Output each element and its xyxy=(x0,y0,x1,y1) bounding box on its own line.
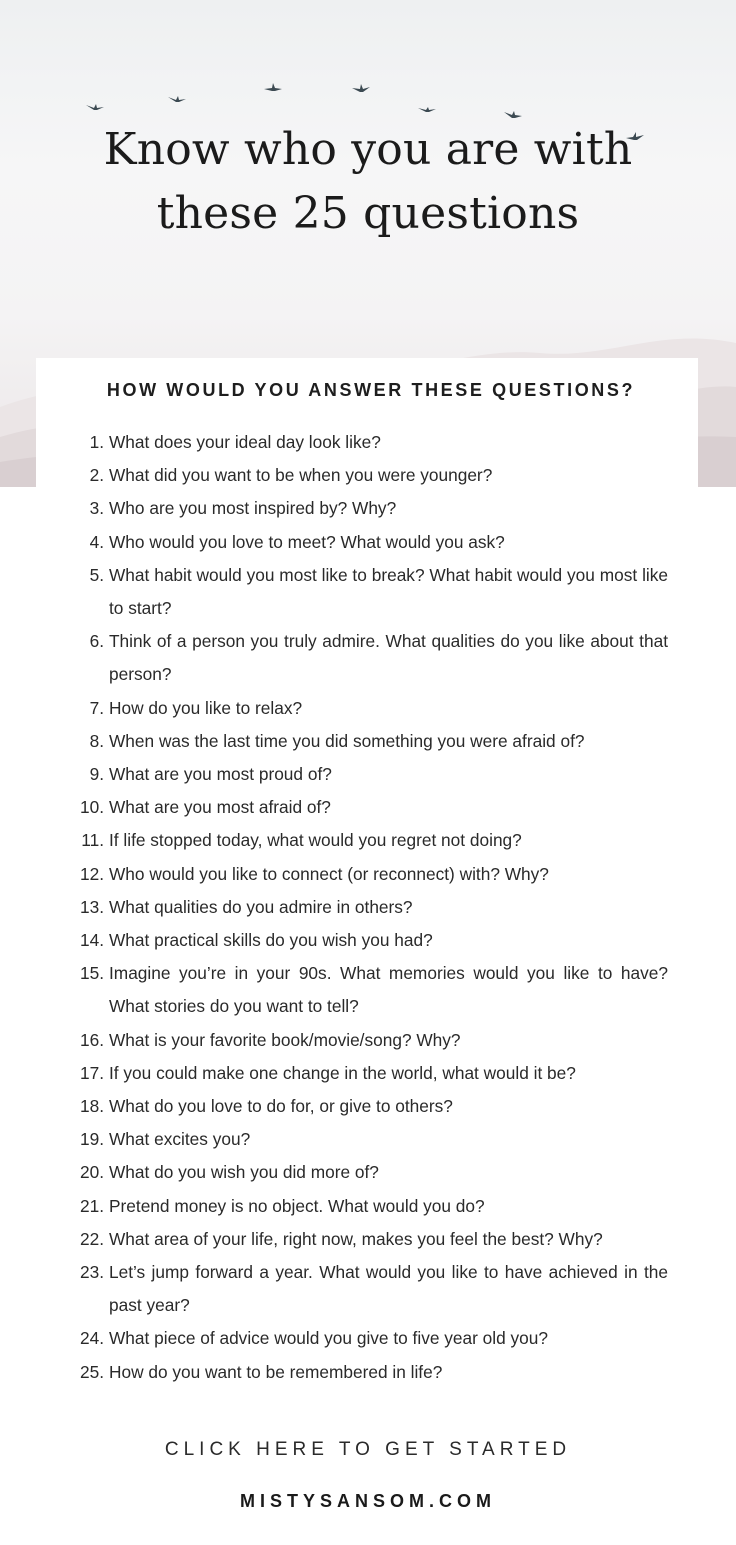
site-link[interactable]: MISTYSANSOM.COM xyxy=(239,1491,496,1511)
question-text: What qualities do you admire in others? xyxy=(109,896,413,917)
question-number: 11. xyxy=(81,830,104,851)
question-number: 19. xyxy=(79,1129,104,1150)
question-number: 6. xyxy=(89,631,104,652)
question-text: What excites you? xyxy=(109,1129,251,1150)
questions-list xyxy=(70,426,668,1389)
question-text: Who would you like to connect (or reconnect) with? Why? xyxy=(109,863,549,884)
page-title xyxy=(0,118,736,246)
question-text: Who would you love to meet? What would you ask? xyxy=(109,531,505,552)
question-number: 10. xyxy=(79,797,104,818)
question-number: 18. xyxy=(79,1096,104,1117)
question-number: 7. xyxy=(89,697,104,718)
question-item xyxy=(70,1156,668,1189)
question-number: 2. xyxy=(89,465,104,486)
question-item xyxy=(70,1090,668,1123)
question-text: If life stopped today, what would you regret not doing? xyxy=(109,830,522,851)
question-number: 16. xyxy=(79,1029,104,1050)
question-item xyxy=(70,1123,668,1156)
question-number: 9. xyxy=(89,764,104,785)
bird-icon xyxy=(264,83,282,93)
question-item xyxy=(70,559,668,625)
question-item xyxy=(70,924,668,957)
question-item xyxy=(70,1057,668,1090)
question-number: 25. xyxy=(79,1361,104,1382)
question-text: Let’s jump forward a year. What would you like to have achieved in the past year? xyxy=(109,1262,668,1316)
title-line-1: Know who you are with xyxy=(103,124,633,175)
question-text: If you could make one change in the world, what would it be? xyxy=(109,1062,576,1083)
question-text: What did you want to be when you were younger? xyxy=(109,465,493,486)
question-item xyxy=(70,858,668,891)
question-item xyxy=(70,891,668,924)
question-number: 12. xyxy=(79,863,104,884)
question-text: What do you wish you did more of? xyxy=(109,1162,379,1183)
question-text: How do you want to be remembered in life? xyxy=(109,1361,443,1382)
question-text: What piece of advice would you give to five year old you? xyxy=(109,1328,549,1349)
question-text: What is your favorite book/movie/song? Why? xyxy=(109,1029,461,1050)
question-text: How do you like to relax? xyxy=(109,697,303,718)
question-item xyxy=(70,692,668,725)
question-text: Pretend money is no object. What would you do? xyxy=(109,1195,485,1216)
question-item xyxy=(70,957,668,1023)
question-text: What area of your life, right now, makes you feel the best? Why? xyxy=(109,1228,603,1249)
question-number: 8. xyxy=(89,730,104,751)
question-text: What do you love to do for, or give to others? xyxy=(109,1096,453,1117)
question-text: When was the last time you did something you were afraid of? xyxy=(109,730,585,751)
bird-icon xyxy=(418,104,436,114)
bird-icon xyxy=(86,102,104,112)
question-item xyxy=(70,1356,668,1389)
card-heading: HOW WOULD YOU ANSWER THESE QUESTIONS? xyxy=(106,380,636,400)
question-text: What does your ideal day look like? xyxy=(109,432,381,452)
question-number: 5. xyxy=(89,564,104,585)
question-item xyxy=(70,1190,668,1223)
question-text: Think of a person you truly admire. What qualities do you like about that person? xyxy=(109,631,668,685)
question-number: 22. xyxy=(79,1228,104,1249)
question-item xyxy=(70,824,668,857)
question-text: What practical skills do you wish you had? xyxy=(109,930,433,951)
question-item xyxy=(70,625,668,691)
bird-icon xyxy=(352,84,370,94)
question-number: 13. xyxy=(79,896,104,917)
question-item xyxy=(70,492,668,525)
question-number: 17. xyxy=(79,1062,104,1083)
question-number: 24. xyxy=(79,1328,104,1349)
question-item xyxy=(70,758,668,791)
question-number: 15. xyxy=(79,963,104,984)
question-number: 4. xyxy=(89,531,104,552)
question-number: 3. xyxy=(89,498,104,519)
question-text: What are you most proud of? xyxy=(109,764,332,785)
question-text: What habit would you most like to break? What habit would you most like to start? xyxy=(109,564,668,619)
get-started-link[interactable]: CLICK HERE TO GET STARTED xyxy=(164,1439,572,1460)
question-number: 1. xyxy=(89,432,104,452)
bird-icon xyxy=(168,94,186,104)
title-line-2: these 25 questions xyxy=(156,188,580,239)
question-number: 23. xyxy=(79,1262,104,1283)
question-number: 20. xyxy=(79,1162,104,1183)
question-number: 21. xyxy=(79,1195,104,1216)
question-item xyxy=(70,1223,668,1256)
question-item xyxy=(70,1024,668,1057)
question-item xyxy=(70,459,668,492)
question-item xyxy=(70,1322,668,1355)
question-item xyxy=(70,791,668,824)
question-item xyxy=(70,725,668,758)
question-item xyxy=(70,426,668,459)
question-number: 14. xyxy=(79,930,104,951)
question-item xyxy=(70,526,668,559)
question-text: What are you most afraid of? xyxy=(109,797,331,818)
question-text: Imagine you’re in your 90s. What memories would you like to have? What stories do you want to tell? xyxy=(109,963,668,1017)
question-item xyxy=(70,1256,668,1322)
question-text: Who are you most inspired by? Why? xyxy=(109,498,397,519)
